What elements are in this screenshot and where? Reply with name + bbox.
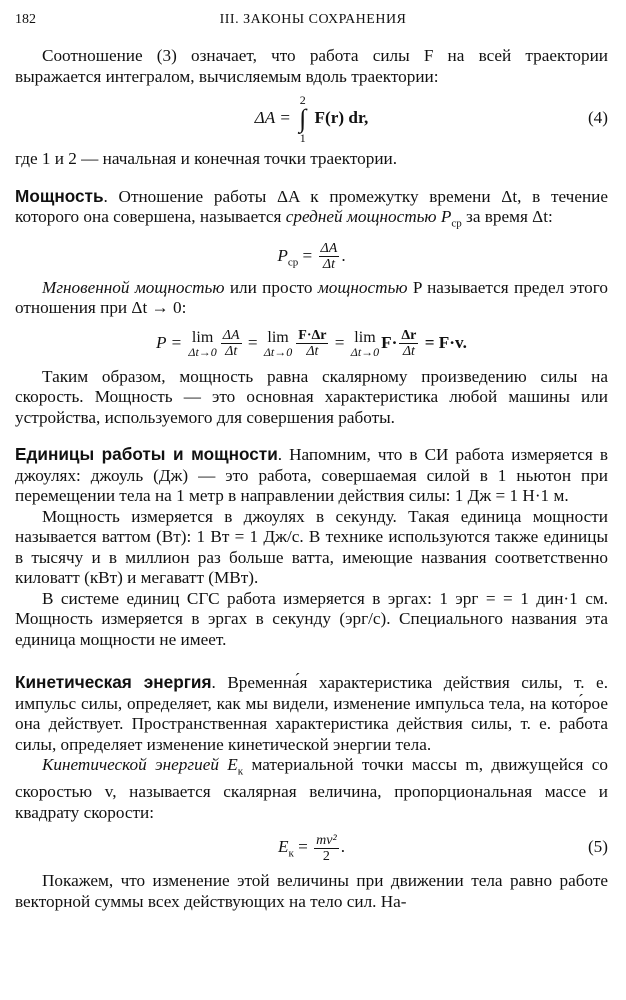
equation-average-power [15, 234, 608, 278]
fraction-2-den: Δt [306, 344, 319, 360]
eq5-num: mv² [316, 832, 337, 848]
power-text-c: за время Δt: [461, 207, 553, 226]
limit-1-sub: Δt→0 [188, 344, 217, 359]
pavg-den: Δt [322, 257, 335, 273]
paragraph-units [15, 444, 608, 507]
page-header [0, 0, 626, 34]
equation-4 [15, 87, 608, 149]
pavg-lhs: P [277, 245, 288, 265]
power-symbol-sub: ср [451, 217, 462, 230]
limit-1 [188, 329, 216, 359]
eq5-end: . [340, 837, 345, 857]
paragraph-watt: Мощность измеряется в джоулях в секунду. Такая единица мощности называется ваттом (Вт): 1 Вт = 1 Дж/с. В технике используются также единицы в тысячу и в миллион раз больше ватта, имеющие названия соответственно киловатт (кВт) и мегаватт (МВт). [15, 506, 608, 588]
pavg-fraction [319, 241, 340, 272]
paragraph-show: Покажем, что изменение этой величины при движении тела равно работе векторной суммы всех действующих на тело сил. На- [15, 871, 608, 911]
fraction-1-num: ΔA [222, 328, 240, 344]
fraction-1 [221, 328, 242, 359]
pinst-eq-3: = [334, 332, 345, 352]
eq5-lhs-sub: к [288, 847, 294, 860]
paragraph-endpoints: где 1 и 2 — начальная и конечная точки траектории. [15, 149, 398, 168]
pinst-eq-2: = [247, 332, 258, 352]
term-average-power: средней мощностью [285, 207, 437, 226]
inst-text-a: или просто [224, 277, 318, 297]
term-power: мощностью [317, 277, 408, 297]
fraction-3-num: Δr [401, 328, 417, 344]
eq4-integrand: F(r) dr, [314, 108, 369, 127]
equation-5 [15, 823, 608, 871]
heading-units: Единицы работы и мощности [15, 444, 278, 465]
equation-number-4: (4) [587, 108, 608, 127]
paragraph-kinetic-definition [15, 755, 608, 823]
paragraph-instant-power [15, 278, 608, 319]
kinetic-def-text: материальной точки массы m, движущейся со скоростью v, называется скалярная величина, пропорциональная массе и квадрату скорости: [15, 755, 609, 822]
limit-2 [264, 329, 292, 359]
equation-number-5: (5) [587, 837, 608, 857]
limit-2-sub: Δt→0 [263, 344, 293, 359]
limit-1-word: lim [191, 328, 214, 346]
kinetic-text: . Временна́я характеристика действия силы, т. е. импульс силы, определяет, как мы видели, изменение импульса тела, на кото́рое она действует. Пространственная характеристика действия силы, т. е. работа силы, определяет изменение кинетической энергии тела. [15, 673, 608, 754]
fraction-3-den: Δt [402, 344, 415, 360]
running-title: III. ЗАКОНЫ СОХРАНЕНИЯ [219, 12, 407, 27]
eq5-fraction [314, 833, 339, 864]
pinst-force: F· [381, 332, 398, 352]
heading-kinetic-energy: Кинетическая энергия [15, 672, 212, 693]
integral-upper-limit: 2 [299, 93, 306, 108]
pavg-eq: = [298, 245, 313, 265]
term-kinetic-energy: Кинетической энергией [42, 755, 219, 775]
limit-3 [351, 329, 379, 359]
units-text: . Напомним, что в СИ работа измеряется в джоулях: джоуль (Дж) — это работа, совершаемая силой в 1 ньютон при перемещении тела на 1 метр в направлении действия силы: 1 Дж = 1 Н·1 м. [15, 445, 608, 506]
paragraph-power-summary: Таким образом, мощность равна скалярному произведению силы на скорость. Мощность — это основная характеристика любой машины или устройства, используемого для совершения работы. [15, 366, 608, 427]
fraction-2 [296, 328, 328, 359]
pavg-num: ΔA [320, 241, 338, 257]
paragraph-work-integral: Соотношение (3) означает, что работа силы F на всей траектории выражается интегралом, вычисляемым вдоль траектории: [15, 46, 608, 86]
inst-text-b: P называется предел этого отношения при Δt → 0: [15, 277, 608, 318]
equation-instant-power [15, 319, 608, 367]
pinst-result: = F·v. [424, 332, 467, 352]
kinetic-symbol: E [218, 755, 238, 775]
eq5-den: 2 [322, 848, 330, 864]
eq5-lhs: E [278, 837, 289, 857]
pavg-lhs-sub: ср [287, 256, 299, 269]
kinetic-symbol-sub: к [237, 765, 244, 778]
pavg-end: . [341, 245, 346, 265]
heading-power: Мощность [15, 185, 104, 206]
integral-symbol: ∫ [299, 104, 307, 134]
limit-3-sub: Δt→0 [350, 344, 380, 359]
eq4-lhs: ΔA = [254, 108, 291, 127]
paragraph-kinetic [15, 672, 608, 755]
page-body [15, 46, 608, 912]
fraction-2-num: F·Δr [298, 328, 327, 344]
power-symbol: P [436, 207, 452, 226]
paragraph-cgs: В системе единиц СГС работа измеряется в эргах: 1 эрг = = 1 дин·1 см. Мощность измеряется в эргах в секунду (эрг/с). Специального названия эта единица мощности не имеет. [15, 588, 608, 649]
limit-3-word: lim [354, 328, 376, 346]
term-instant-power: Мгновенной мощностью [42, 277, 225, 297]
power-text-a: . Отношение работы ΔA к промежутку времени Δt, в течение которого она совершена, называется [15, 186, 608, 226]
paragraph-power [15, 186, 608, 234]
limit-2-word: lim [267, 328, 289, 346]
fraction-3 [399, 328, 418, 359]
integral-sign [299, 94, 306, 144]
eq5-eq: = [293, 837, 308, 857]
page-number: 182 [15, 12, 36, 27]
pinst-lhs: P = [156, 332, 183, 352]
fraction-1-den: Δt [225, 344, 238, 360]
integral-lower-limit: 1 [299, 131, 306, 146]
